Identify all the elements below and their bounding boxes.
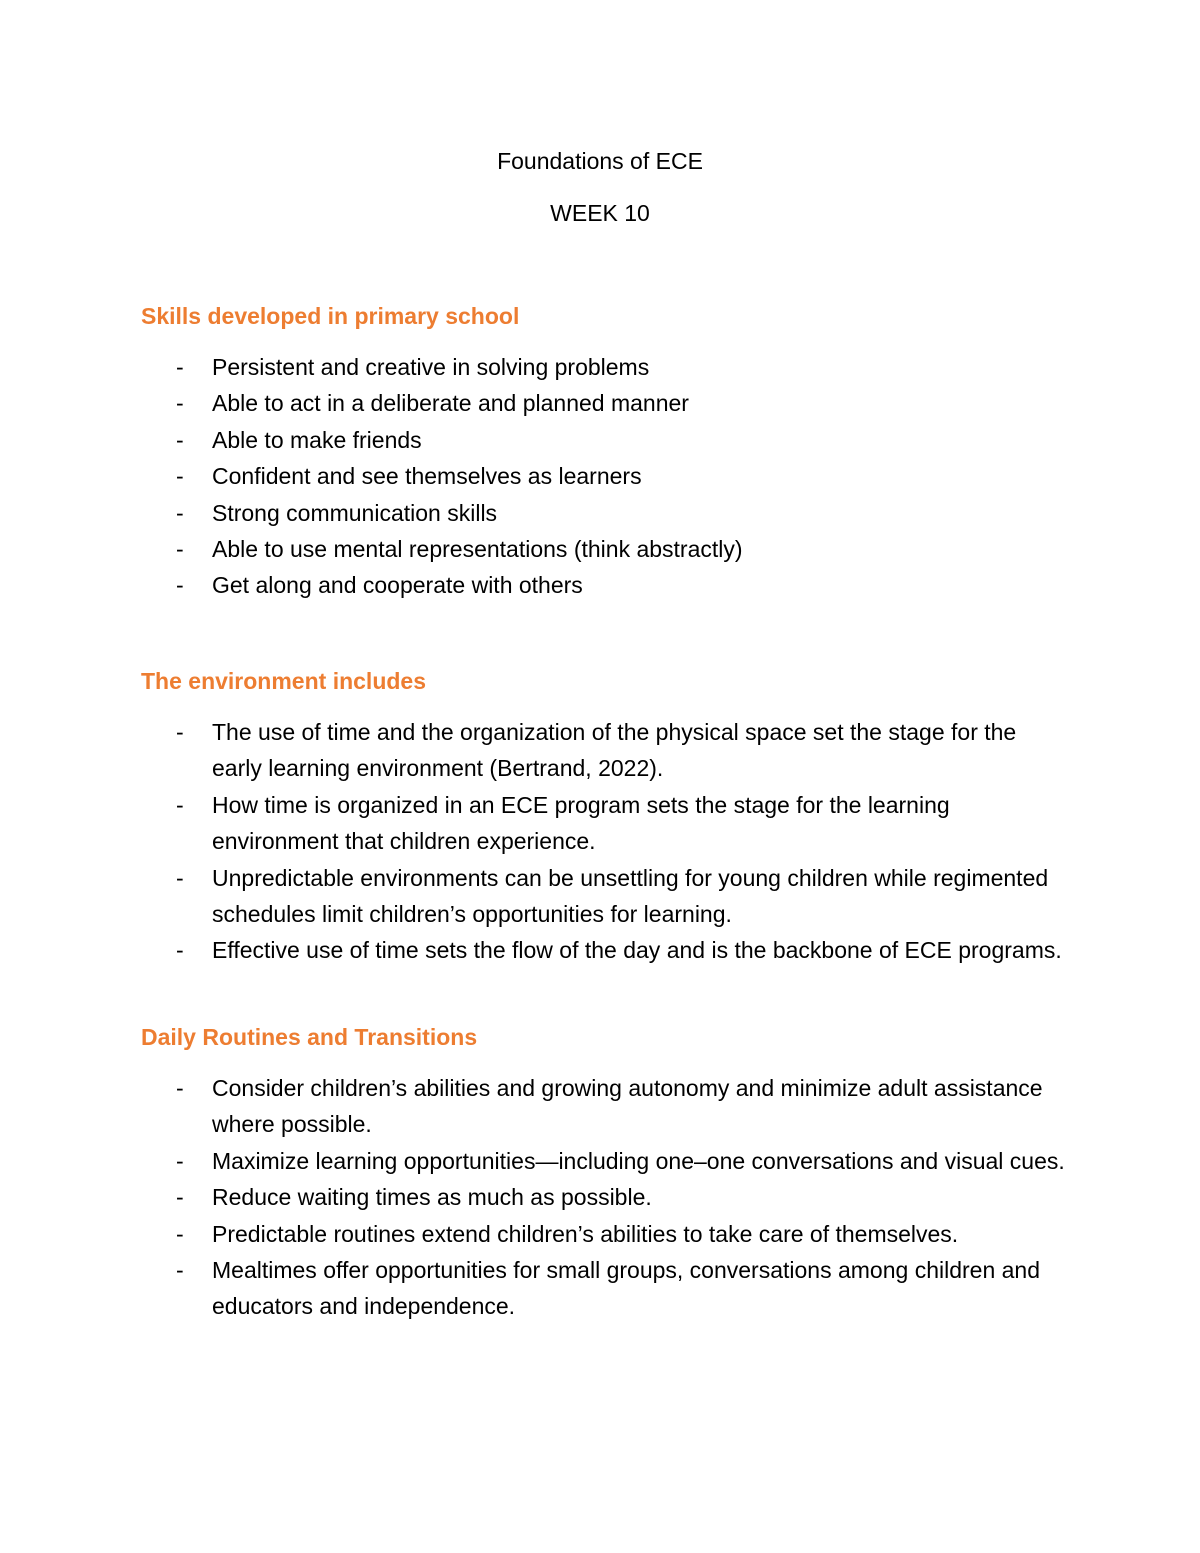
bullet-dash: - xyxy=(176,791,184,818)
list-item-text: Able to act in a deliberate and planned manner xyxy=(212,390,689,417)
list-item xyxy=(0,422,1200,458)
document-title: Foundations of ECE xyxy=(497,148,703,174)
bullet-dash: - xyxy=(176,354,184,380)
bullet-dash: - xyxy=(176,536,184,563)
list-item xyxy=(0,932,1200,968)
bullet-list-environment xyxy=(0,714,1200,969)
section-heading-routines: Daily Routines and Transitions xyxy=(141,1024,478,1050)
list-item xyxy=(0,495,1200,531)
bullet-dash: - xyxy=(176,1184,184,1211)
list-item-text: Confident and see themselves as learners xyxy=(212,463,642,490)
document-subtitle: WEEK 10 xyxy=(550,200,650,226)
list-item-text: Get along and cooperate with others xyxy=(212,572,583,599)
bullet-dash: - xyxy=(176,390,184,417)
list-item-text: Strong communication skills xyxy=(212,499,498,526)
list-item-text: Predictable routines extend children’s abilities to take care of themselves. xyxy=(212,1220,959,1247)
list-item xyxy=(0,787,1200,860)
bullet-dash: - xyxy=(176,1257,184,1284)
list-item xyxy=(0,1216,1200,1252)
list-item xyxy=(0,1252,1200,1325)
bullet-list-routines xyxy=(0,1070,1200,1325)
section-heading-skills: Skills developed in primary school xyxy=(141,303,520,329)
list-item xyxy=(0,1179,1200,1215)
bullet-dash: - xyxy=(176,572,184,599)
list-item-text: Able to use mental representations (think abstractly) xyxy=(212,536,743,563)
bullet-dash: - xyxy=(176,864,184,891)
bullet-dash: - xyxy=(176,1220,184,1247)
list-item xyxy=(0,458,1200,494)
list-item-text: Maximize learning opportunities—including one–one conversations and visual cues. xyxy=(212,1147,1065,1174)
list-item-text: Reduce waiting times as much as possible. xyxy=(212,1184,652,1211)
bullet-dash: - xyxy=(176,719,184,745)
list-item-text: The use of time and the organization of the physical space set the stage for the early learning environment (Bertrand, 2022). xyxy=(212,719,1017,782)
list-item xyxy=(0,567,1200,603)
bullet-dash: - xyxy=(176,426,184,453)
list-item xyxy=(0,714,1200,787)
list-item-text: Mealtimes offer opportunities for small groups, conversations among children and educators and independence. xyxy=(212,1257,1040,1320)
list-item-text: Able to make friends xyxy=(212,426,422,453)
list-item xyxy=(0,531,1200,567)
list-item-text: Consider children’s abilities and growing autonomy and minimize adult assistance where possible. xyxy=(212,1075,1043,1138)
bullet-dash: - xyxy=(176,463,184,490)
bullet-dash: - xyxy=(176,1075,184,1101)
list-item xyxy=(0,1143,1200,1179)
list-item-text: Persistent and creative in solving problems xyxy=(212,354,650,380)
section-heading-environment: The environment includes xyxy=(141,668,426,694)
bullet-dash: - xyxy=(176,937,184,964)
list-item-text: Effective use of time sets the flow of the day and is the backbone of ECE programs. xyxy=(212,937,1062,964)
bullet-dash: - xyxy=(176,1147,184,1174)
list-item-text: Unpredictable environments can be unsettling for young children while regimented schedules limit children’s opportunities for learning. xyxy=(212,864,1049,928)
list-item xyxy=(0,860,1200,933)
list-item-text: How time is organized in an ECE program sets the stage for the learning environment that children experience. xyxy=(212,791,950,855)
list-item xyxy=(0,1070,1200,1143)
list-item xyxy=(0,349,1200,385)
bullet-list-skills xyxy=(0,349,1200,604)
list-item xyxy=(0,385,1200,421)
bullet-dash: - xyxy=(176,499,184,526)
